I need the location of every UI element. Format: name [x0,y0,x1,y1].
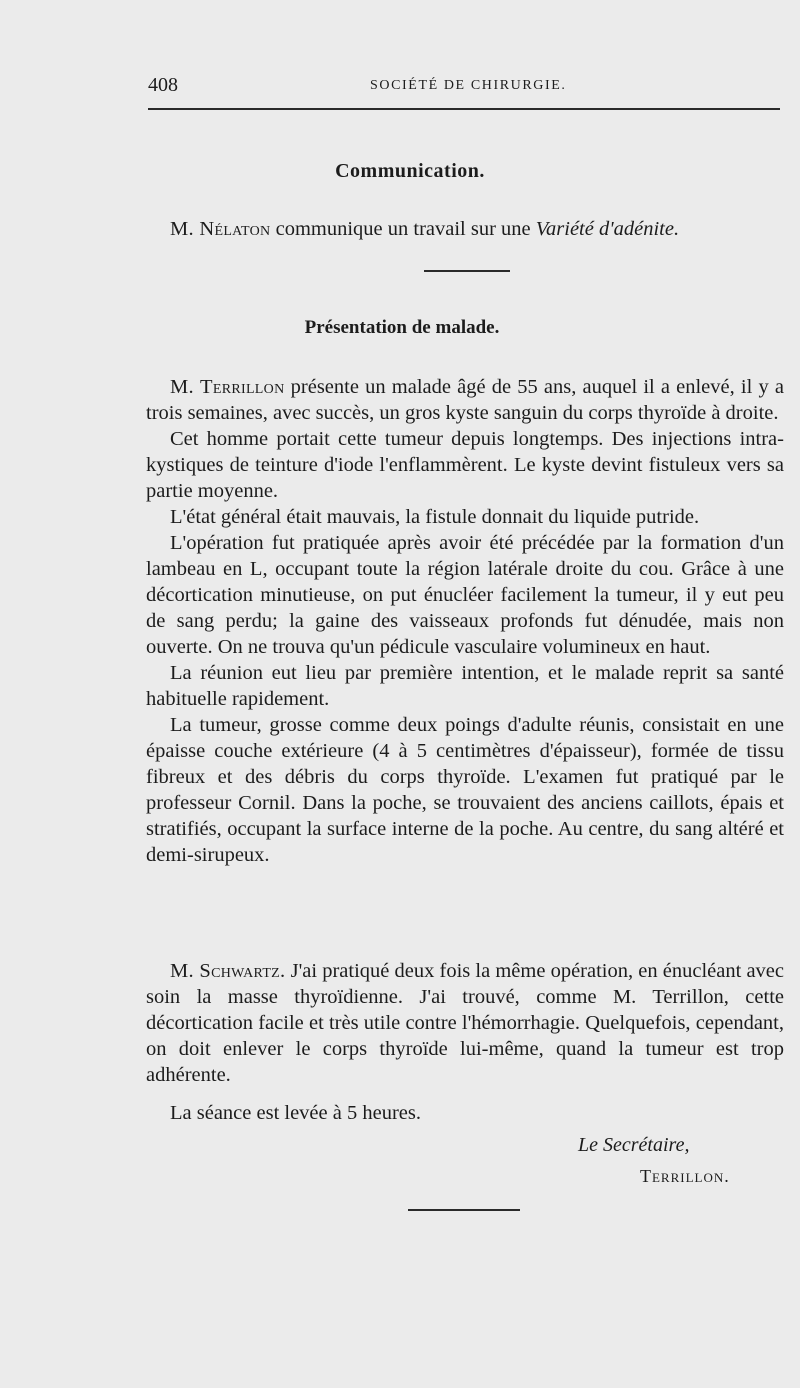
paragraph: L'état général était mauvais, la fistule donnait du liquide putride. [170,506,700,528]
discussion-paragraph [146,958,784,1088]
paragraph: La tumeur, grosse comme deux poings d'adulte réunis, consistait en une épaisse couche extérieure (4 à 5 centimètres d'épaisseur), formée de tissu fibreux et des débris du corps thyroïde. L'examen fut pratiqué par le professeur Cornil. Dans la poche, se trouvaient des anciens caillots, épais et stratifiés, occupant la surface interne de la poche. Au centre, du sang altéré et demi-sirupeux. [146,714,784,866]
page-header [148,74,778,100]
adjournment-text: La séance est levée à 5 heures. [170,1102,421,1124]
paragraph: Cet homme portait cette tumeur depuis longtemps. Des injections intra-kystiques de teinture d'iode l'enflammèrent. Le kyste devint fistuleux vers sa partie moyenne. [146,428,784,502]
signature-name: Terrillon. [640,1166,730,1186]
work-title: Variété d'adénite. [535,218,680,240]
running-head: SOCIÉTÉ DE CHIRURGIE. [370,78,567,93]
communication-text: communique un travail sur une [270,218,536,240]
section-title-communication: Communication. [335,160,485,182]
paragraph-text: J'ai pratiqué deux fois la même opération, en énucléant avec soin la masse thyroïdienne. J'ai trouvé, comme M. Terrillon, cette décortication facile et très utile contre l'hémorrhagie. Quelquefois, cependant, on doit enlever le corps thyroïde lui-même, quand la tumeur est trop adhérente. [146,960,784,1086]
adjournment-paragraph [146,1100,784,1126]
paragraph-text: présente un malade âgé de 55 ans, auquel il a enlevé, il y a trois semaines, avec succès, un gros kyste sanguin du corps thyroïde à droite. [146,376,784,424]
paragraph: L'opération fut pratiquée après avoir été précédée par la formation d'un lambeau en L, occupant toute la région latérale droite du cou. Grâce à une décortication minutieuse, on put énucléer facilement la tumeur, il y eut peu de sang perdu; la gaine des vaisseaux profonds fut dénudée, mais non ouverte. On ne trouva qu'un pédicule vasculaire volumineux en haut. [146,532,784,658]
paragraph: La réunion eut lieu par première intention, et le malade reprit sa santé habituelle rapidement. [146,662,784,710]
section-divider [424,270,510,272]
communication-paragraph [146,216,784,242]
signature-title: Le Secrétaire, [578,1134,690,1156]
speaker-name: M. Nélaton [170,218,271,240]
page-number: 408 [148,74,178,96]
end-rule [408,1209,520,1211]
header-rule [148,108,780,110]
section-title-presentation: Présentation de malade. [304,317,500,338]
speaker-name: M. Terrillon [170,376,285,398]
paragraph [146,374,784,426]
speaker-name: M. Schwartz. [170,960,286,982]
presentation-body [146,374,784,868]
